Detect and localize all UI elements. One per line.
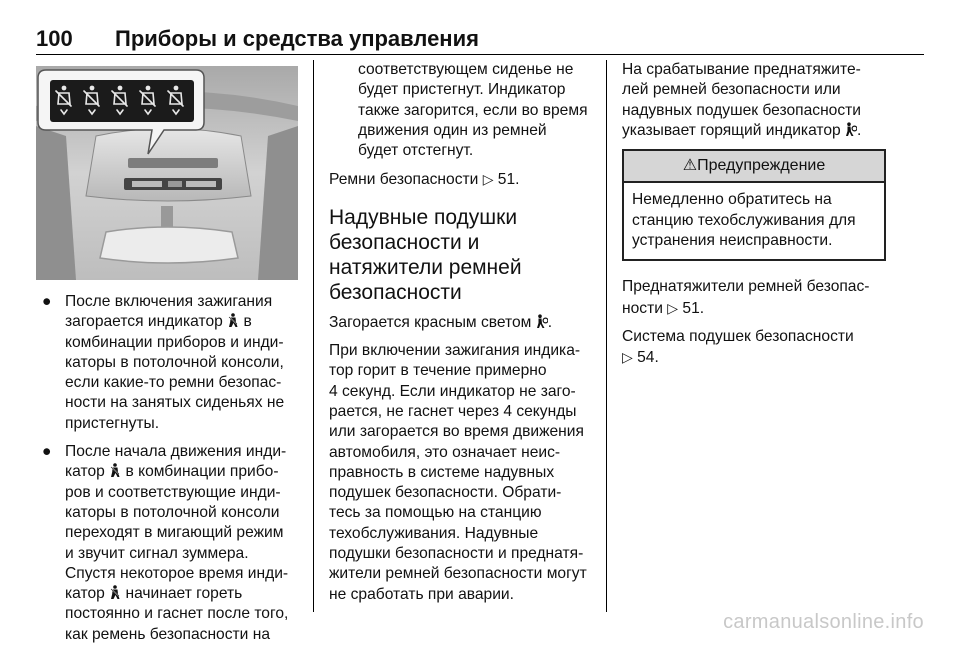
text-line: После включения зажигания — [65, 293, 273, 310]
text-line-suffix: 51. — [678, 299, 705, 317]
overhead-console-figure — [36, 66, 298, 280]
airbag-indicator-description — [329, 341, 594, 605]
text-line: подушек безопасности. Обрати- — [329, 484, 562, 502]
text-line: Ремни безопасности — [329, 171, 483, 189]
text-line-suffix: . — [547, 313, 553, 331]
text-line: будет пристегнут. Индикатор — [358, 81, 566, 99]
text-line: и звучит сигнал зуммера. — [65, 544, 249, 562]
warning-box — [622, 149, 886, 261]
column-right — [622, 60, 886, 377]
text-line: Система подушек безопасности — [622, 327, 854, 345]
page-reference-arrow-icon: ▷ — [482, 171, 494, 188]
heading-line: Надувные подушки — [329, 205, 518, 229]
watermark: carmanualsonline.info — [723, 611, 924, 633]
text-line: лей ремней безопасности или — [622, 81, 841, 99]
warning-body — [624, 183, 884, 259]
column-middle — [329, 60, 594, 613]
text-line: 4 секунд. Если индикатор не заго- — [329, 382, 576, 400]
text-line: если какие-то ремни безопас- — [65, 374, 282, 392]
page-reference-arrow-icon: ▷ — [622, 349, 633, 366]
text-line: автомобиля, это означает неис- — [329, 443, 561, 461]
text-line: соответствующем сиденье не — [358, 61, 574, 78]
text-line-suffix: в — [239, 313, 252, 331]
overhead-console-illustration — [36, 66, 298, 280]
text-line-suffix: 51. — [493, 171, 520, 189]
text-line: При включении зажигания индика- — [329, 342, 581, 360]
text-line: Спустя некоторое время инди- — [65, 564, 289, 582]
text-line: правность в системе надувных — [329, 463, 555, 481]
reference-airbag-system — [622, 327, 886, 369]
airbag-indicator-color — [329, 313, 594, 333]
text-line: тесь за помощью на станцию — [329, 504, 542, 522]
bullet-item — [36, 442, 300, 645]
page-title: Приборы и средства управления — [115, 26, 479, 51]
text-line: постоянно и гаснет после того, — [65, 605, 289, 623]
text-line: загорается индикатор — [65, 313, 228, 331]
page-header — [36, 24, 924, 55]
text-line: ров и соответствующие инди- — [65, 483, 281, 501]
text-line: или загорается во время движения — [329, 423, 584, 441]
text-line: не сработать при аварии. — [329, 585, 514, 603]
column-divider — [606, 60, 607, 612]
section-heading-airbags — [329, 205, 594, 305]
text-line: Преднатяжители ремней безопас- — [622, 278, 870, 296]
reference-pretensioners — [622, 277, 886, 319]
text-line: ности — [622, 299, 668, 317]
text-line-suffix: 54. — [632, 349, 659, 367]
text-line: устранения неисправности. — [632, 232, 833, 250]
text-line: также загорится, если во время — [358, 101, 588, 119]
text-line: Немедленно обратитесь на — [632, 191, 832, 209]
bullet-item — [36, 292, 300, 434]
text-line: станцию техобслуживания для — [632, 211, 856, 229]
text-line-suffix: начинает гореть — [121, 585, 243, 603]
text-line: катор — [65, 585, 110, 603]
bullet-dot-icon: ● — [42, 443, 52, 461]
text-line: После начала движения инди- — [65, 443, 287, 461]
text-line: техобслуживания. Надувные — [329, 524, 539, 542]
text-line: каторы в потолочной консоли, — [65, 353, 284, 371]
page-number: 100 — [36, 26, 73, 51]
text-line-suffix: в комбинации прибо- — [121, 463, 279, 481]
warning-triangle-icon: ⚠ — [682, 157, 698, 175]
seatbelt-indicator-icon — [109, 463, 121, 478]
text-line: переходят в мигающий режим — [65, 524, 284, 542]
seatbelt-indicator-icon — [227, 313, 239, 328]
airbag-indicator-icon — [536, 314, 548, 329]
heading-line: безопасности и — [329, 230, 480, 254]
pretensioner-activation-text — [622, 60, 886, 141]
bullet-text — [65, 292, 300, 434]
text-line: ности на занятых сиденьях не — [65, 394, 285, 412]
warning-header — [624, 151, 884, 183]
text-line: Загорается красным светом — [329, 313, 536, 331]
text-line: рается, не гаснет через 4 секунды — [329, 402, 577, 420]
bullet-continuation — [329, 60, 594, 161]
heading-line: натяжители ремней — [329, 255, 522, 279]
text-line: как ремень безопасности на — [65, 625, 270, 643]
text-line: надувных подушек безопасности — [622, 101, 861, 119]
airbag-indicator-icon — [845, 122, 857, 137]
text-line: движения один из ремней — [358, 121, 547, 139]
column-left — [36, 292, 300, 653]
text-line-suffix: . — [857, 121, 862, 139]
text-line: На срабатывание преднатяжите- — [622, 61, 861, 78]
text-line: тор горит в течение примерно — [329, 362, 547, 380]
column-divider — [313, 60, 314, 612]
seatbelt-indicator-icon — [109, 585, 121, 600]
bullet-dot-icon: ● — [42, 293, 52, 310]
text-line: будет отстегнут. — [358, 142, 474, 160]
warning-title: Предупреждение — [697, 157, 826, 175]
text-line: подушки безопасности и преднатя- — [329, 545, 584, 563]
page-reference-arrow-icon: ▷ — [667, 299, 679, 316]
heading-line: безопасности — [329, 280, 462, 304]
text-line: пристегнуты. — [65, 414, 160, 432]
text-line: комбинации приборов и инди- — [65, 333, 284, 351]
text-line: катор — [65, 463, 110, 481]
text-line: жители ремней безопасности могут — [329, 565, 587, 583]
reference-seat-belts — [329, 169, 594, 190]
text-line: каторы в потолочной консоли — [65, 503, 280, 521]
text-line: указывает горящий индикатор — [622, 121, 846, 139]
bullet-text — [65, 442, 300, 645]
